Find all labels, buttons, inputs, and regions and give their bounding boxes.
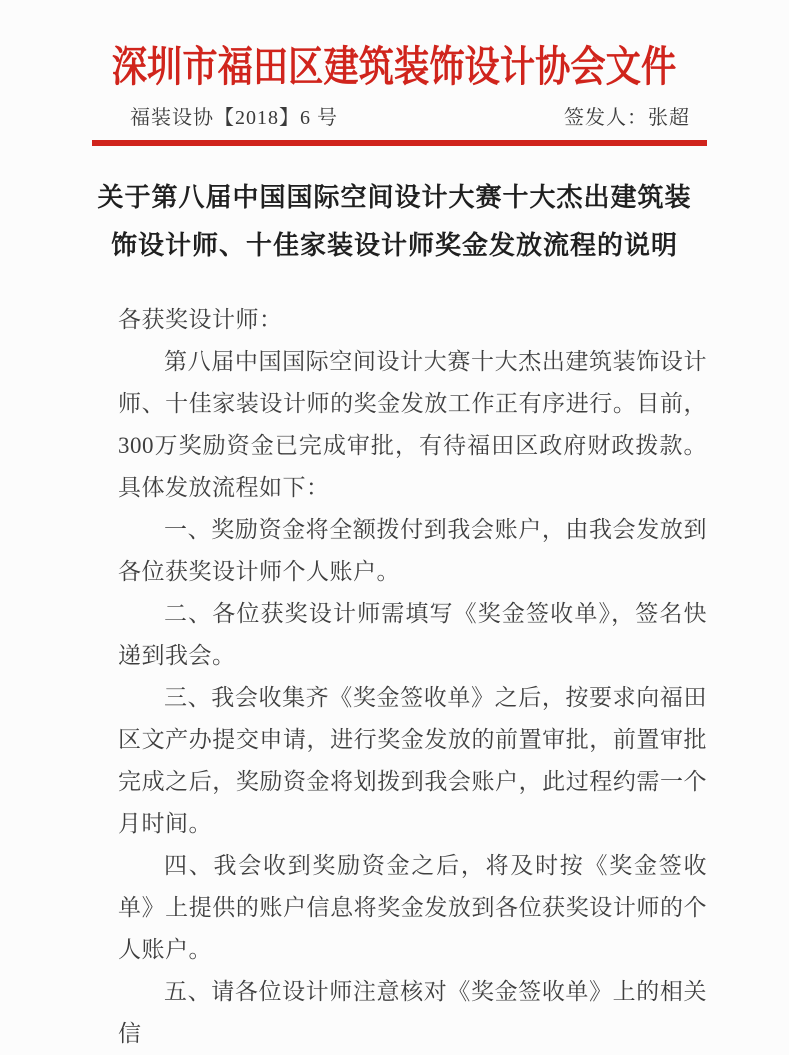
issuer-name: 签发人：张超: [564, 107, 690, 129]
document-title-line-1: 关于第八届中国国际空间设计大赛十大杰出建筑装: [97, 183, 692, 212]
document-title-line-2: 饰设计师、十佳家装设计师奖金发放流程的说明: [110, 231, 678, 260]
salutation: 各获奖设计师：: [118, 307, 283, 332]
body-paragraph-item-5-truncated: 五、请各位设计师注意核对《奖金签收单》上的相关信: [118, 979, 707, 1046]
doc-meta-row: [130, 101, 690, 130]
org-title: [0, 34, 789, 94]
document-title: [60, 174, 729, 270]
body-paragraph-intro: 第八届中国国际空间设计大赛十大杰出建筑装饰设计师、十佳家装设计师的奖金发放工作正有序进行。目前，300万奖励资金已完成审批，有待福田区政府财政拨款。具体发放流程如下：: [118, 349, 707, 500]
red-divider-rule: [92, 140, 707, 146]
org-title-text: 深圳市福田区建筑装饰设计协会文件: [112, 45, 677, 91]
body-paragraph-item-3: 三、我会收集齐《奖金签收单》之后，按要求向福田区文产办提交申请，进行奖金发放的前置审批，前置审批完成之后，奖励资金将划拨到我会账户，此过程约需一个月时间。: [118, 685, 707, 836]
body-paragraph-item-4: 四、我会收到奖励资金之后，将及时按《奖金签收单》上提供的账户信息将奖金发放到各位获奖设计师的个人账户。: [118, 853, 707, 962]
body-paragraph-item-1: 一、奖励资金将全额拨付到我会账户，由我会发放到各位获奖设计师个人账户。: [118, 517, 707, 584]
document-body: [118, 299, 707, 1046]
doc-number: 福装设协【2018】6 号: [130, 107, 338, 129]
body-paragraph-item-2: 二、各位获奖设计师需填写《奖金签收单》，签名快递到我会。: [118, 601, 707, 668]
